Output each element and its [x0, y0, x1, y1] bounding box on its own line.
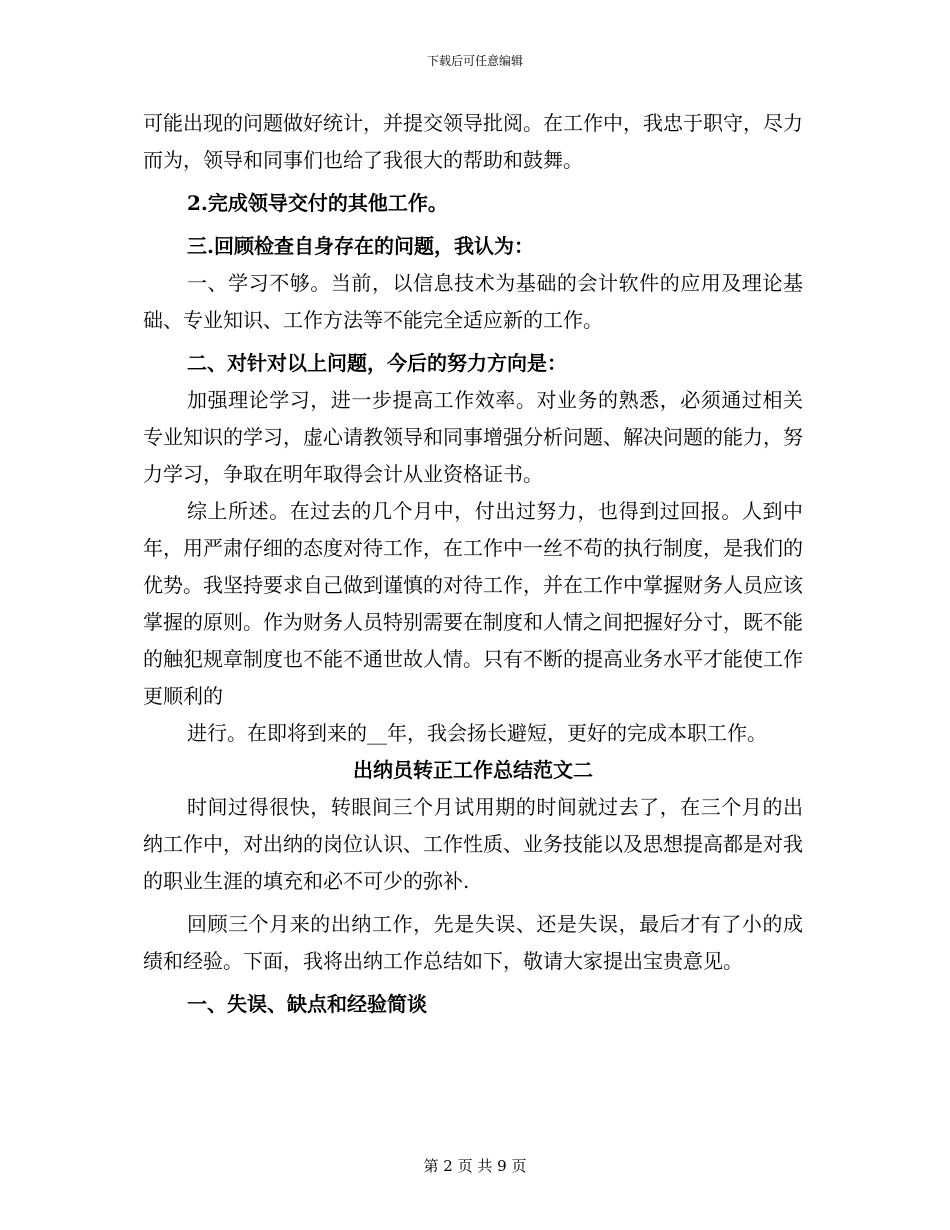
section-heading: 三.回顾检查自身存在的问题，我认为： [187, 234, 534, 258]
paragraph: 时间过得很快，转眼间三个月试用期的时间就过去了，在三个月的出纳工作中，对出纳的岗位认识、工作性质、业务技能以及思想提高都是对我的职业生涯的填充和必不可少的弥补. [143, 795, 803, 893]
section-heading: 二、对针对以上问题，今后的努力方向是： [187, 351, 567, 375]
document-body [143, 105, 803, 1023]
paragraph: 综上所述。在过去的几个月中，付出过努力，也得到过回报。人到中年，用严肃仔细的态度对待工作，在工作中一丝不苟的执行制度，是我们的优势。我坚持要求自己做到谨慎的对待工作，并在工作中掌握财务人员应该掌握的原则。作为财务人员特别需要在制度和人情之间把握好分寸，既不能的触犯规章制度也不能不通世故人情。只有不断的提高业务水平才能使工作更顺利的 [143, 499, 803, 708]
item-heading: 2.完成领导交付的其他工作。 [187, 191, 448, 215]
paragraph: 加强理论学习，进一步提高工作效率。对业务的熟悉，必须通过相关专业知识的学习，虚心请教领导和同事增强分析问题、解决问题的能力，努力学习，争取在明年取得会计从业资格证书。 [143, 388, 803, 486]
article-title: 出纳员转正工作总结范文二 [353, 758, 593, 782]
section-heading: 一、失误、缺点和经验简谈 [187, 992, 427, 1016]
paragraph: 进行。在即将到来的__年，我会扬长避短，更好的完成本职工作。 [187, 721, 767, 745]
page-number: 第 2 页 共 9 页 [423, 1157, 527, 1175]
paragraph: 回顾三个月来的出纳工作，先是失误、还是失误，最后才有了小的成绩和经验。下面，我将出纳工作总结如下，敬请大家提出宝贵意见。 [143, 912, 803, 973]
paragraph: 可能出现的问题做好统计，并提交领导批阅。在工作中，我忠于职守，尽力而为，领导和同事们也给了我很大的帮助和鼓舞。 [143, 111, 803, 172]
paragraph: 一、学习不够。当前，以信息技术为基础的会计软件的应用及理论基础、专业知识、工作方法等不能完全适应新的工作。 [143, 271, 803, 332]
page-header: 下载后可任意编辑 [426, 54, 523, 68]
